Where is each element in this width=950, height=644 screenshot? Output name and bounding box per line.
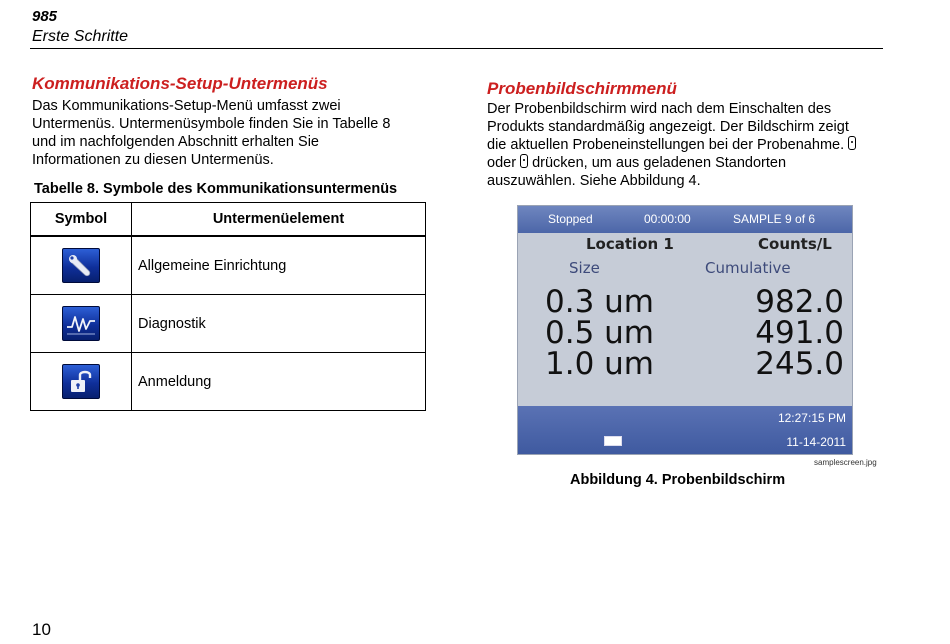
page-number: 10 <box>32 620 51 639</box>
doc-number: 985 <box>32 8 58 25</box>
particle-size: 0.5 um <box>545 315 654 351</box>
up-button-icon <box>520 154 528 168</box>
particle-count: 491.0 <box>755 315 844 351</box>
wrench-icon <box>62 248 100 283</box>
figure-filename: samplescreen.jpg <box>814 458 877 467</box>
table-row <box>31 353 426 411</box>
unlocked-padlock-icon <box>62 364 100 399</box>
submenu-label: Anmeldung <box>132 353 426 411</box>
screen-status-bar <box>518 206 852 233</box>
table-row <box>31 295 426 353</box>
location-label: Location 1 <box>586 235 674 253</box>
chapter-title: Erste Schritte <box>32 28 129 45</box>
submenu-label: Allgemeine Einrichtung <box>132 236 426 295</box>
column-header-submenu: Untermenüelement <box>132 203 426 237</box>
comm-setup-paragraph: Das Kommunikations-Setup-Menü umfasst zwei Untermenüs. Untermenüsymbole finden Sie in Tabelle 8 und im nachfolgenden Abschnitt erhalten Sie Informationen zu diesen Untermenüs. <box>32 98 391 168</box>
particle-size: 1.0 um <box>545 346 654 382</box>
cumulative-column-label: Cumulative <box>705 259 791 277</box>
unit-label: Counts/L <box>758 235 832 253</box>
elapsed-time: 00:00:00 <box>644 212 691 226</box>
header-divider <box>30 48 883 49</box>
section-heading-comm-setup: Kommunikations-Setup-Untermenüs <box>32 74 328 93</box>
sample-counter: SAMPLE 9 of 6 <box>733 212 816 226</box>
diagnostic-waveform-icon <box>62 306 100 341</box>
status-text: Stopped <box>548 212 593 226</box>
sample-screen-figure <box>517 205 853 455</box>
symbol-table <box>30 202 426 411</box>
battery-icon <box>604 436 622 446</box>
particle-count: 982.0 <box>755 284 844 320</box>
submenu-label: Diagnostik <box>132 295 426 353</box>
clock-date: 11-14-2011 <box>786 435 846 449</box>
screen-footer-bar <box>518 406 852 454</box>
particle-count: 245.0 <box>755 346 844 382</box>
clock-time: 12:27:15 PM <box>777 411 846 425</box>
column-header-symbol: Symbol <box>31 203 132 237</box>
table-row <box>31 236 426 295</box>
figure-caption: Abbildung 4. Probenbildschirm <box>570 472 786 488</box>
table-caption: Tabelle 8. Symbole des Kommunikationsuntermenüs <box>34 181 398 197</box>
section-heading-sample-screen: Probenbildschirmmenü <box>487 79 677 98</box>
sample-screen-paragraph: Der Probenbildschirm wird nach dem Einschalten des Produkts standardmäßig angezeigt. Der Bildschirm zeigt die aktuellen Probeneinstellungen bei der Probenahme. oder drücken, um aus geladenen Standorten auszuwählen. Siehe Abbildung 4. <box>487 100 856 190</box>
particle-size: 0.3 um <box>545 284 654 320</box>
down-button-icon <box>848 136 856 150</box>
size-column-label: Size <box>569 259 600 277</box>
